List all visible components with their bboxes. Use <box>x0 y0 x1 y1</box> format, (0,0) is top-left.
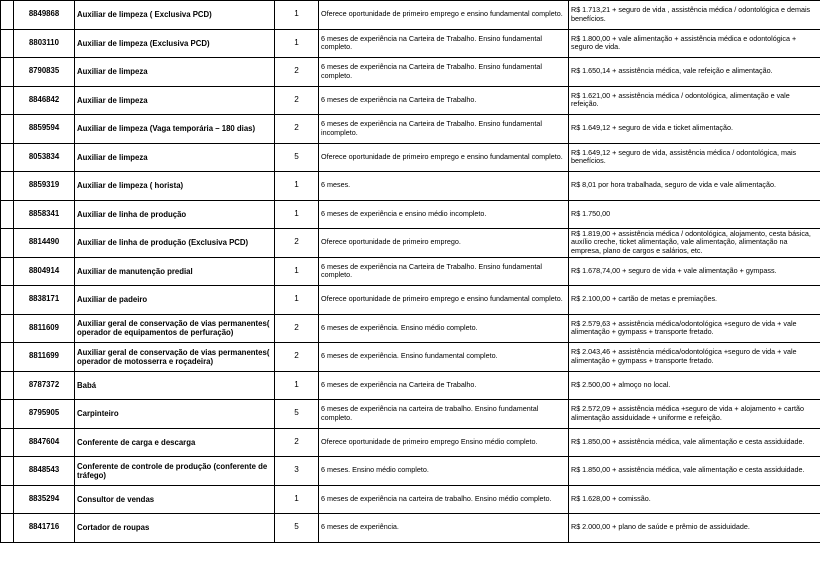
salary-benefits: R$ 2.000,00 + plano de saúde e prêmio de assiduidade. <box>569 514 820 543</box>
job-title: Conferente de controle de produção (conferente de tráfego) <box>75 457 275 486</box>
requirements: 6 meses de experiência na Carteira de Trabalho. Ensino fundamental completo. <box>319 29 569 58</box>
job-title: Auxiliar geral de conservação de vias permanentes( operador de equipamentos de perfuração) <box>75 314 275 343</box>
requirements: 6 meses. <box>319 172 569 201</box>
requirements: 6 meses de experiência na Carteira de Trabalho. Ensino fundamental completo. <box>319 257 569 286</box>
job-title: Auxiliar de limpeza (Vaga temporária – 180 dias) <box>75 115 275 144</box>
vacancy-count: 5 <box>275 514 319 543</box>
job-title: Auxiliar de limpeza ( horista) <box>75 172 275 201</box>
job-title: Auxiliar de limpeza (Exclusiva PCD) <box>75 29 275 58</box>
vacancy-count: 3 <box>275 457 319 486</box>
vacancy-code: 8838171 <box>14 286 75 315</box>
table-row <box>1 428 820 457</box>
vacancy-code: 8803110 <box>14 29 75 58</box>
salary-benefits: R$ 2.572,09 + assistência médica +seguro de vida + alojamento + cartão alimentação assiduidade + uniforme e refeição. <box>569 400 820 429</box>
salary-benefits: R$ 1.850,00 + assistência médica, vale alimentação e cesta assiduidade. <box>569 457 820 486</box>
vacancy-code: 8787372 <box>14 371 75 400</box>
row-margin-cell <box>1 86 14 115</box>
job-title: Cortador de roupas <box>75 514 275 543</box>
requirements: 6 meses de experiência na Carteira de Trabalho. Ensino fundamental incompleto. <box>319 115 569 144</box>
row-margin-cell <box>1 229 14 258</box>
row-margin-cell <box>1 257 14 286</box>
salary-benefits: R$ 1.650,14 + assistência médica, vale refeição e alimentação. <box>569 58 820 87</box>
table-row <box>1 314 820 343</box>
salary-benefits: R$ 1.819,00 + assistência médica / odontológica, alojamento, cesta básica, auxílio creche, ticket alimentação, vale alimentação, alimentação na empresa, plano de cargos e salários, etc. <box>569 229 820 258</box>
salary-benefits: R$ 1.713,21 + seguro de vida , assistência médica / odontológica e demais benefícios. <box>569 1 820 30</box>
job-title: Auxiliar de linha de produção <box>75 200 275 229</box>
job-title: Consultor de vendas <box>75 485 275 514</box>
vacancy-code: 8849868 <box>14 1 75 30</box>
vacancy-code: 8859594 <box>14 115 75 144</box>
job-title: Auxiliar de limpeza <box>75 86 275 115</box>
requirements: 6 meses de experiência na Carteira de Trabalho. Ensino fundamental completo. <box>319 58 569 87</box>
table-row <box>1 115 820 144</box>
vacancy-count: 1 <box>275 29 319 58</box>
row-margin-cell <box>1 314 14 343</box>
row-margin-cell <box>1 172 14 201</box>
row-margin-cell <box>1 428 14 457</box>
vacancy-code: 8846842 <box>14 86 75 115</box>
vacancy-count: 1 <box>275 257 319 286</box>
vacancy-code: 8858341 <box>14 200 75 229</box>
vacancy-code: 8859319 <box>14 172 75 201</box>
salary-benefits: R$ 1.678,74,00 + seguro de vida + vale alimentação + gympass. <box>569 257 820 286</box>
vacancy-count: 2 <box>275 115 319 144</box>
vacancy-count: 5 <box>275 143 319 172</box>
vacancy-count: 1 <box>275 485 319 514</box>
vacancy-count: 2 <box>275 58 319 87</box>
vacancy-code: 8835294 <box>14 485 75 514</box>
table-row <box>1 514 820 543</box>
salary-benefits: R$ 2.500,00 + almoço no local. <box>569 371 820 400</box>
row-margin-cell <box>1 286 14 315</box>
requirements: 6 meses de experiência na Carteira de Trabalho. <box>319 371 569 400</box>
salary-benefits: R$ 1.800,00 + vale alimentação + assistência médica e odontológica + seguro de vida. <box>569 29 820 58</box>
row-margin-cell <box>1 58 14 87</box>
job-title: Conferente de carga e descarga <box>75 428 275 457</box>
job-title: Auxiliar geral de conservação de vias permanentes( operador de motosserra e roçadeira) <box>75 343 275 372</box>
row-margin-cell <box>1 115 14 144</box>
table-row <box>1 172 820 201</box>
row-margin-cell <box>1 457 14 486</box>
vacancy-count: 1 <box>275 200 319 229</box>
table-row <box>1 257 820 286</box>
row-margin-cell <box>1 485 14 514</box>
salary-benefits: R$ 1.649,12 + seguro de vida e ticket alimentação. <box>569 115 820 144</box>
requirements: 6 meses de experiência na carteira de trabalho. Ensino fundamental completo. <box>319 400 569 429</box>
salary-benefits: R$ 2.579,63 + assistência médica/odontológica +seguro de vida + vale alimentação + gympass + transporte fretado. <box>569 314 820 343</box>
vacancy-count: 1 <box>275 1 319 30</box>
job-title: Auxiliar de padeiro <box>75 286 275 315</box>
requirements: 6 meses. Ensino médio completo. <box>319 457 569 486</box>
vacancy-count: 2 <box>275 314 319 343</box>
table-row <box>1 343 820 372</box>
requirements: Oferece oportunidade de primeiro emprego e ensino fundamental completo. <box>319 286 569 315</box>
table-row <box>1 143 820 172</box>
vacancy-code: 8790835 <box>14 58 75 87</box>
vacancy-code: 8841716 <box>14 514 75 543</box>
vacancy-code: 8848543 <box>14 457 75 486</box>
requirements: Oferece oportunidade de primeiro emprego. <box>319 229 569 258</box>
requirements: 6 meses de experiência e ensino médio incompleto. <box>319 200 569 229</box>
job-title: Auxiliar de limpeza <box>75 58 275 87</box>
table-row <box>1 457 820 486</box>
vacancy-count: 2 <box>275 428 319 457</box>
vacancy-count: 2 <box>275 343 319 372</box>
vacancy-code: 8811609 <box>14 314 75 343</box>
table-row <box>1 1 820 30</box>
requirements: 6 meses de experiência. <box>319 514 569 543</box>
row-margin-cell <box>1 200 14 229</box>
table-row <box>1 29 820 58</box>
requirements: 6 meses de experiência. Ensino fundamental completo. <box>319 343 569 372</box>
requirements: 6 meses de experiência na Carteira de Trabalho. <box>319 86 569 115</box>
job-table-body <box>1 1 820 543</box>
vacancy-code: 8795905 <box>14 400 75 429</box>
salary-benefits: R$ 2.043,46 + assistência médica/odontológica +seguro de vida + vale alimentação + gympass + transporte fretado. <box>569 343 820 372</box>
vacancy-code: 8811699 <box>14 343 75 372</box>
salary-benefits: R$ 1.628,00 + comissão. <box>569 485 820 514</box>
row-margin-cell <box>1 400 14 429</box>
table-row <box>1 86 820 115</box>
salary-benefits: R$ 1.850,00 + assistência médica, vale alimentação e cesta assiduidade. <box>569 428 820 457</box>
job-title: Auxiliar de linha de produção (Exclusiva PCD) <box>75 229 275 258</box>
salary-benefits: R$ 1.649,12 + seguro de vida, assistência médica / odontológica, mais benefícios. <box>569 143 820 172</box>
job-title: Babá <box>75 371 275 400</box>
requirements: Oferece oportunidade de primeiro emprego e ensino fundamental completo. <box>319 143 569 172</box>
vacancy-count: 2 <box>275 86 319 115</box>
vacancy-code: 8847604 <box>14 428 75 457</box>
job-title: Carpinteiro <box>75 400 275 429</box>
requirements: 6 meses de experiência na carteira de trabalho. Ensino médio completo. <box>319 485 569 514</box>
table-row <box>1 485 820 514</box>
table-row <box>1 286 820 315</box>
vacancy-code: 8053834 <box>14 143 75 172</box>
table-row <box>1 400 820 429</box>
row-margin-cell <box>1 29 14 58</box>
vacancy-count: 1 <box>275 286 319 315</box>
vacancy-count: 1 <box>275 371 319 400</box>
row-margin-cell <box>1 514 14 543</box>
row-margin-cell <box>1 371 14 400</box>
salary-benefits: R$ 2.100,00 + cartão de metas e premiações. <box>569 286 820 315</box>
vacancy-code: 8804914 <box>14 257 75 286</box>
table-row <box>1 200 820 229</box>
salary-benefits: R$ 1.750,00 <box>569 200 820 229</box>
salary-benefits: R$ 8,01 por hora trabalhada, seguro de vida e vale alimentação. <box>569 172 820 201</box>
salary-benefits: R$ 1.621,00 + assistência médica / odontológica, alimentação e vale refeição. <box>569 86 820 115</box>
vacancy-count: 5 <box>275 400 319 429</box>
table-row <box>1 371 820 400</box>
requirements: 6 meses de experiência. Ensino médio completo. <box>319 314 569 343</box>
vacancy-count: 2 <box>275 229 319 258</box>
job-title: Auxiliar de manutenção predial <box>75 257 275 286</box>
table-row <box>1 229 820 258</box>
row-margin-cell <box>1 343 14 372</box>
row-margin-cell <box>1 143 14 172</box>
job-title: Auxiliar de limpeza <box>75 143 275 172</box>
vacancy-count: 1 <box>275 172 319 201</box>
requirements: Oferece oportunidade de primeiro emprego e ensino fundamental completo. <box>319 1 569 30</box>
vacancy-code: 8814490 <box>14 229 75 258</box>
table-row <box>1 58 820 87</box>
job-title: Auxiliar de limpeza ( Exclusiva PCD) <box>75 1 275 30</box>
requirements: Oferece oportunidade de primeiro emprego Ensino médio completo. <box>319 428 569 457</box>
row-margin-cell <box>1 1 14 30</box>
